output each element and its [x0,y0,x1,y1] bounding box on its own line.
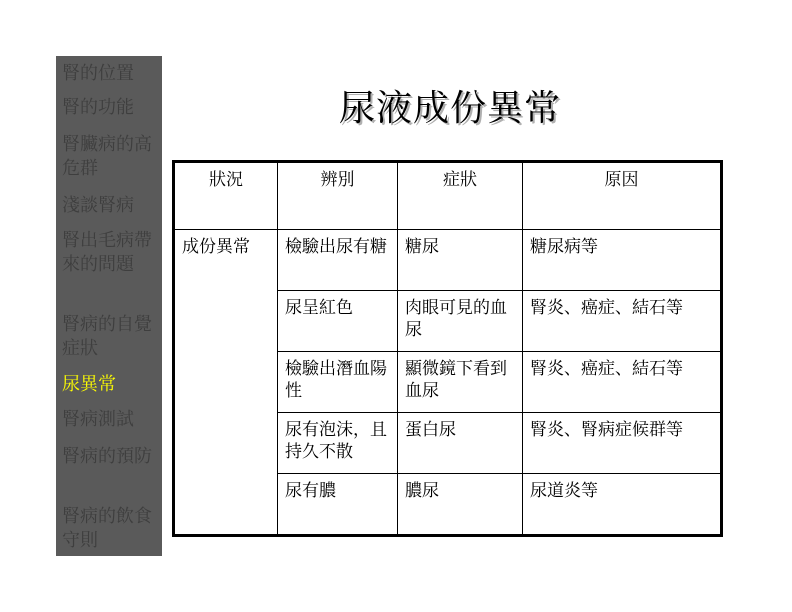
symptom-cell: 肉眼可見的血尿 [398,291,523,352]
nav-item-prevention[interactable]: 腎病的預防 [62,446,152,467]
header-cause: 原因 [523,162,722,230]
cause-cell: 腎炎、癌症、結石等 [523,291,722,352]
symptom-cell: 糖尿 [398,230,523,291]
nav-item-kidney-location[interactable]: 腎的位置 [62,63,134,84]
header-identify: 辨別 [278,162,398,230]
table-header-row [174,162,722,230]
urine-abnormal-table [172,160,723,537]
nav-item-kidney-function[interactable]: 腎的功能 [62,97,134,118]
nav-item-urine-abnormal[interactable]: 尿異常 [62,374,116,395]
identify-cell: 尿有泡沫，且持久不散 [278,413,398,474]
nav-item-high-risk-groups[interactable]: 腎臟病的高危群 [62,134,152,179]
nav-item-about-kidney-disease[interactable]: 淺談腎病 [62,195,134,216]
slide-title: 尿液成份異常 [338,88,561,129]
symptom-cell: 膿尿 [398,474,523,536]
nav-item-kidney-problems[interactable]: 腎出毛病帶來的問題 [62,230,152,275]
symptom-cell: 蛋白尿 [398,413,523,474]
header-condition: 狀況 [174,162,278,230]
identify-cell: 尿有膿 [278,474,398,536]
sidebar-nav [56,56,162,556]
cause-cell: 腎炎、癌症、結石等 [523,352,722,413]
nav-item-diet-rules[interactable]: 腎病的飲食守則 [62,506,152,551]
symptom-cell: 顯微鏡下看到血尿 [398,352,523,413]
identify-cell: 檢驗出潛血陽性 [278,352,398,413]
cause-cell: 尿道炎等 [523,474,722,536]
identify-cell: 檢驗出尿有糖 [278,230,398,291]
identify-cell: 尿呈紅色 [278,291,398,352]
nav-item-kidney-test[interactable]: 腎病測試 [62,409,134,430]
category-cell: 成份異常 [174,230,278,536]
cause-cell: 腎炎、腎病症候群等 [523,413,722,474]
table-row [174,230,722,291]
cause-cell: 糖尿病等 [523,230,722,291]
nav-item-self-symptoms[interactable]: 腎病的自覺症狀 [62,314,152,359]
header-symptom: 症狀 [398,162,523,230]
